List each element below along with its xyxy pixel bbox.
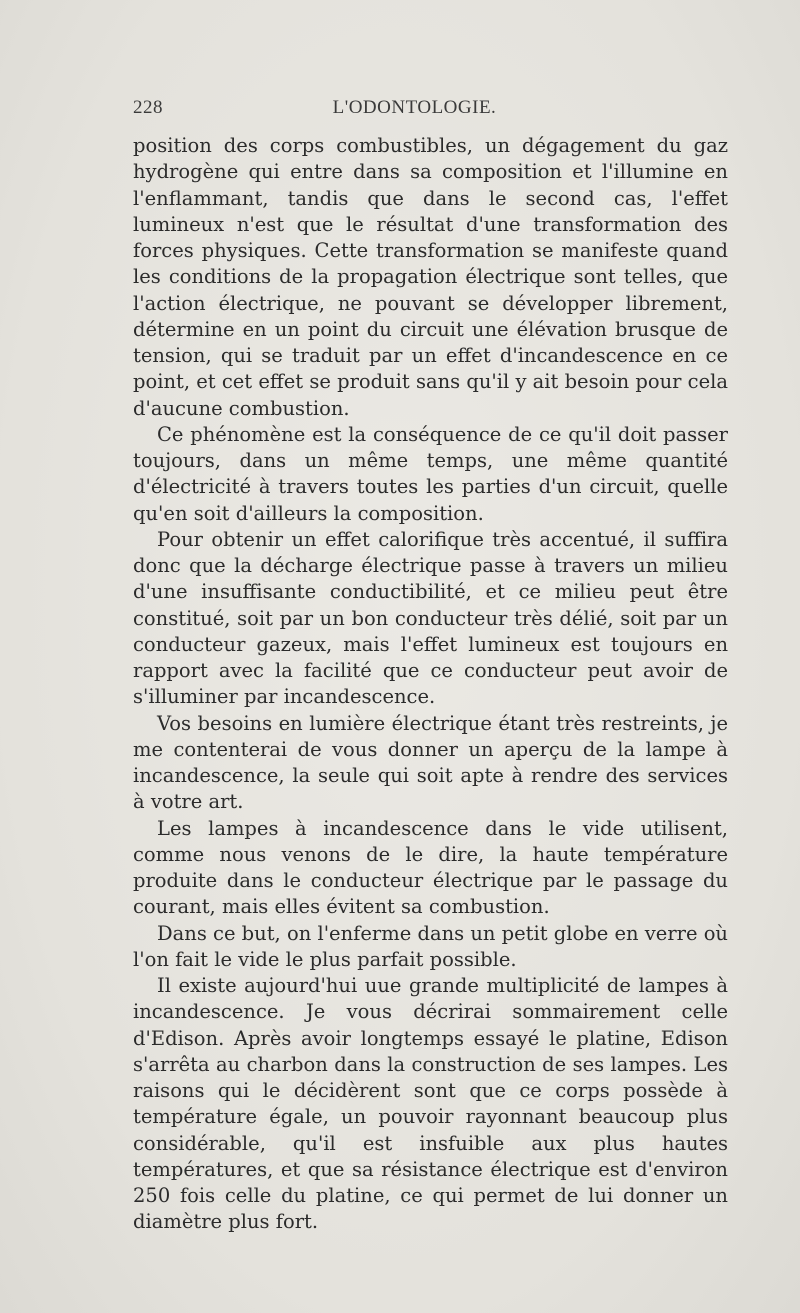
running-title: L'ODONTOLOGIE. bbox=[332, 97, 497, 118]
paragraph: position des corps combustibles, un dégagement du gaz hydrogène qui entre dans sa composition et l'illumine en l'enflammant, tandis que dans le second cas, l'effet lumineux n'est que le résultat d'une transformation des forces physiques. Cette transformation se manifeste quand les conditions de la propagation électrique sont telles, que l'action électrique, ne pouvant se développer librement, détermine en un point du circuit une élévation brusque de tension, qui se traduit par un effet d'incandescence en ce point, et cet effet se produit sans qu'il y ait besoin pour cela d'aucune combustion. bbox=[133, 134, 728, 420]
paragraph: Vos besoins en lumière électrique étant très restreints, je me contenterai de vous donner un aperçu de la lampe à incandescence, la seule qui soit apte à rendre des services à votre art. bbox=[133, 711, 728, 814]
paragraph: Dans ce but, on l'enferme dans un petit globe en verre où l'on fait le vide le plus parfait possible. bbox=[133, 921, 728, 971]
paragraph: Il existe aujourd'hui uue grande multiplicité de lampes à incandescence. Je vous décrirai sommairement celle d'Edison. Après avoir longtemps essayé le platine, Edison s'arrêta au charbon dans la construction de ses lampes. Les raisons qui le décidèrent sont que ce corps possède à température égale, un pouvoir rayonnant beaucoup plus considérable, qu'il est insfuible aux plus hautes températures, et que sa résistance électrique est d'environ 250 fois celle du platine, ce qui permet de lui donner un diamètre plus fort. bbox=[133, 974, 728, 1234]
body-text bbox=[133, 133, 728, 1236]
paragraph: Ce phénomène est la conséquence de ce qu'il doit passer toujours, dans un même temps, une même quantité d'électricité à travers toutes les parties d'un circuit, quelle qu'en soit d'ailleurs la composition. bbox=[133, 422, 728, 525]
paragraph: Les lampes à incandescence dans le vide utilisent, comme nous venons de le dire, la haute température produite dans le conducteur électrique par le passage du courant, mais elles évitent sa combustion. bbox=[133, 816, 728, 919]
page-header bbox=[133, 93, 726, 123]
page-number: 228 bbox=[133, 97, 163, 118]
paragraph: Pour obtenir un effet calorifique très accentué, il suffira donc que la décharge électrique passe à travers un milieu d'une insuffisante conductibilité, et ce milieu peut être constitué, soit par un bon conducteur très délié, soit par un conducteur gazeux, mais l'effet lumineux est toujours en rapport avec la facilité que ce conducteur peut avoir de s'illuminer par incandescence. bbox=[133, 527, 728, 709]
